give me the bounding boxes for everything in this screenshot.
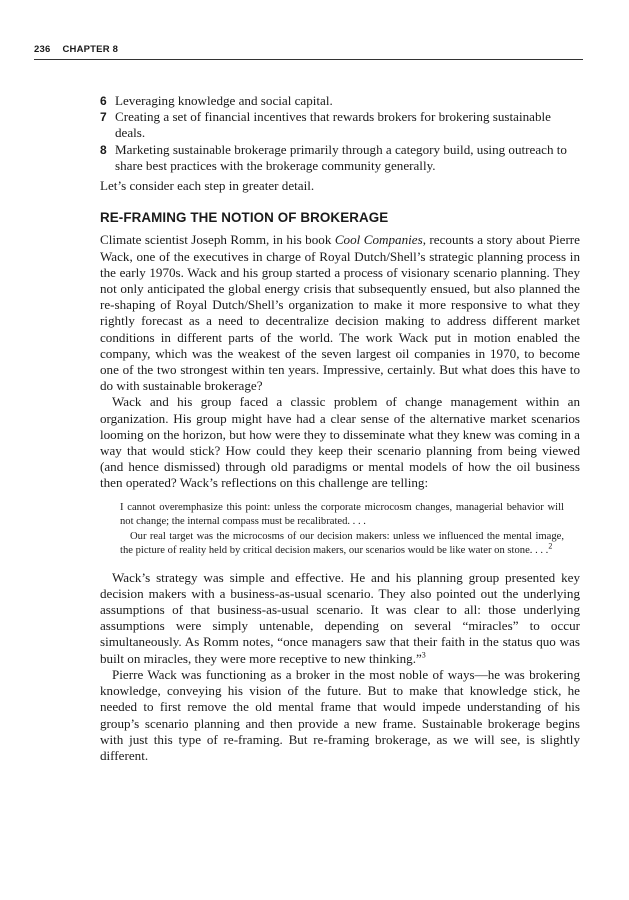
list-item-text: Marketing sustainable brokerage primarily through a category build, using outreach to share best practices with the brokerage community generally. (115, 141, 567, 173)
paragraph-romm-lead: Climate scientist Joseph Romm, in his book (100, 232, 335, 248)
book-title: Cool Companies (334, 232, 423, 248)
list-item-text: Leveraging knowledge and social capital. (115, 93, 333, 108)
paragraph-strategy (100, 570, 580, 667)
paragraph-romm-rest: , recounts a story about Pierre Wack, one of the executives in charge of Royal Dutch/Shell’s strategic planning process in the early 1970s. Wack and his group started a process of visionary scenario planning. They not only anticipated the global energy crisis that subsequently ensued, but also planned the re-shaping of Royal Dutch/Shell’s organization to make it more responsive to what they rightly forecast as a need to decentralize decision making to address different market conditions in different parts of the world. The work Wack put in motion enabled the company, which was the weakest of the seven largest oil companies in 1970, to become one of the two strongest within ten years. Impressive, certainly. But what does this have to do with sustainable brokerage? (100, 232, 580, 394)
list-item-number: 8 (100, 142, 107, 157)
page-number: 236 (34, 44, 51, 55)
paragraph-strategy-text: Wack’s strategy was simple and effective. He and his planning group presented key decision makers with a business-as-usual scenario. They also pointed out the underlying assumptions of that business-as-usual scenario. It was clear to all: those underlying assumptions were simply untenable, depending on several “miracles” to occur simultaneously. As Romm notes, “once managers saw that their faith in the status quo was built on miracles, they were more receptive to new thinking.” (100, 569, 580, 666)
list-item-number: 6 (100, 94, 107, 108)
paragraph-change-management: Wack and his group faced a classic problem of change management within an organization. His group might have had a clear sense of the alternative market scenarios looming on the horizon, but how were they to disseminate what they knew was coming in a way that would stick? How could they keep their scenario planning from being viewed (and hence dismissed) through old paradigms or mental models of how the oil business then operated? Wack’s reflections on this challenge are telling: (100, 394, 580, 491)
list-item-text: Creating a set of financial incentives that rewards brokers for brokering sustainable deals. (115, 109, 551, 141)
paragraph-romm (100, 232, 580, 394)
step-list (100, 93, 580, 174)
quote-line-1: I cannot overemphasize this point: unless the corporate microcosm changes, managerial behavior will not change; the internal compass must be recalibrated. . . . (120, 501, 564, 528)
chapter-label: CHAPTER 8 (62, 44, 119, 55)
list-item (100, 109, 580, 141)
list-item-number: 7 (100, 110, 107, 125)
list-item (100, 93, 580, 109)
block-quote (120, 501, 564, 559)
list-item (100, 142, 580, 174)
section-heading: RE-FRAMING THE NOTION OF BROKERAGE (100, 210, 389, 226)
quote-line-2 (120, 530, 564, 559)
running-head (34, 44, 583, 60)
page-body (100, 93, 580, 764)
footnote-marker: 3 (421, 650, 426, 660)
paragraph-broker: Pierre Wack was functioning as a broker in the most noble of ways—he was brokering knowledge, conveying his vision of the future. But to make that knowledge stick, he needed to first remove the old mental frame that would impede understanding of his group’s scenario planning and then provide a new frame. Sustainable brokerage begins with just this type of re-framing. But re-framing brokerage, as we will see, is slightly different. (100, 666, 580, 763)
quote-line-2-text: Our real target was the microcosms of our decision makers: unless we influenced the mental image, the picture of reality held by critical decision makers, our scenarios would be like water on stone. . . . (120, 530, 564, 557)
footnote-marker: 2 (548, 541, 553, 551)
intro-paragraph: Let’s consider each step in greater detail. (100, 178, 315, 194)
